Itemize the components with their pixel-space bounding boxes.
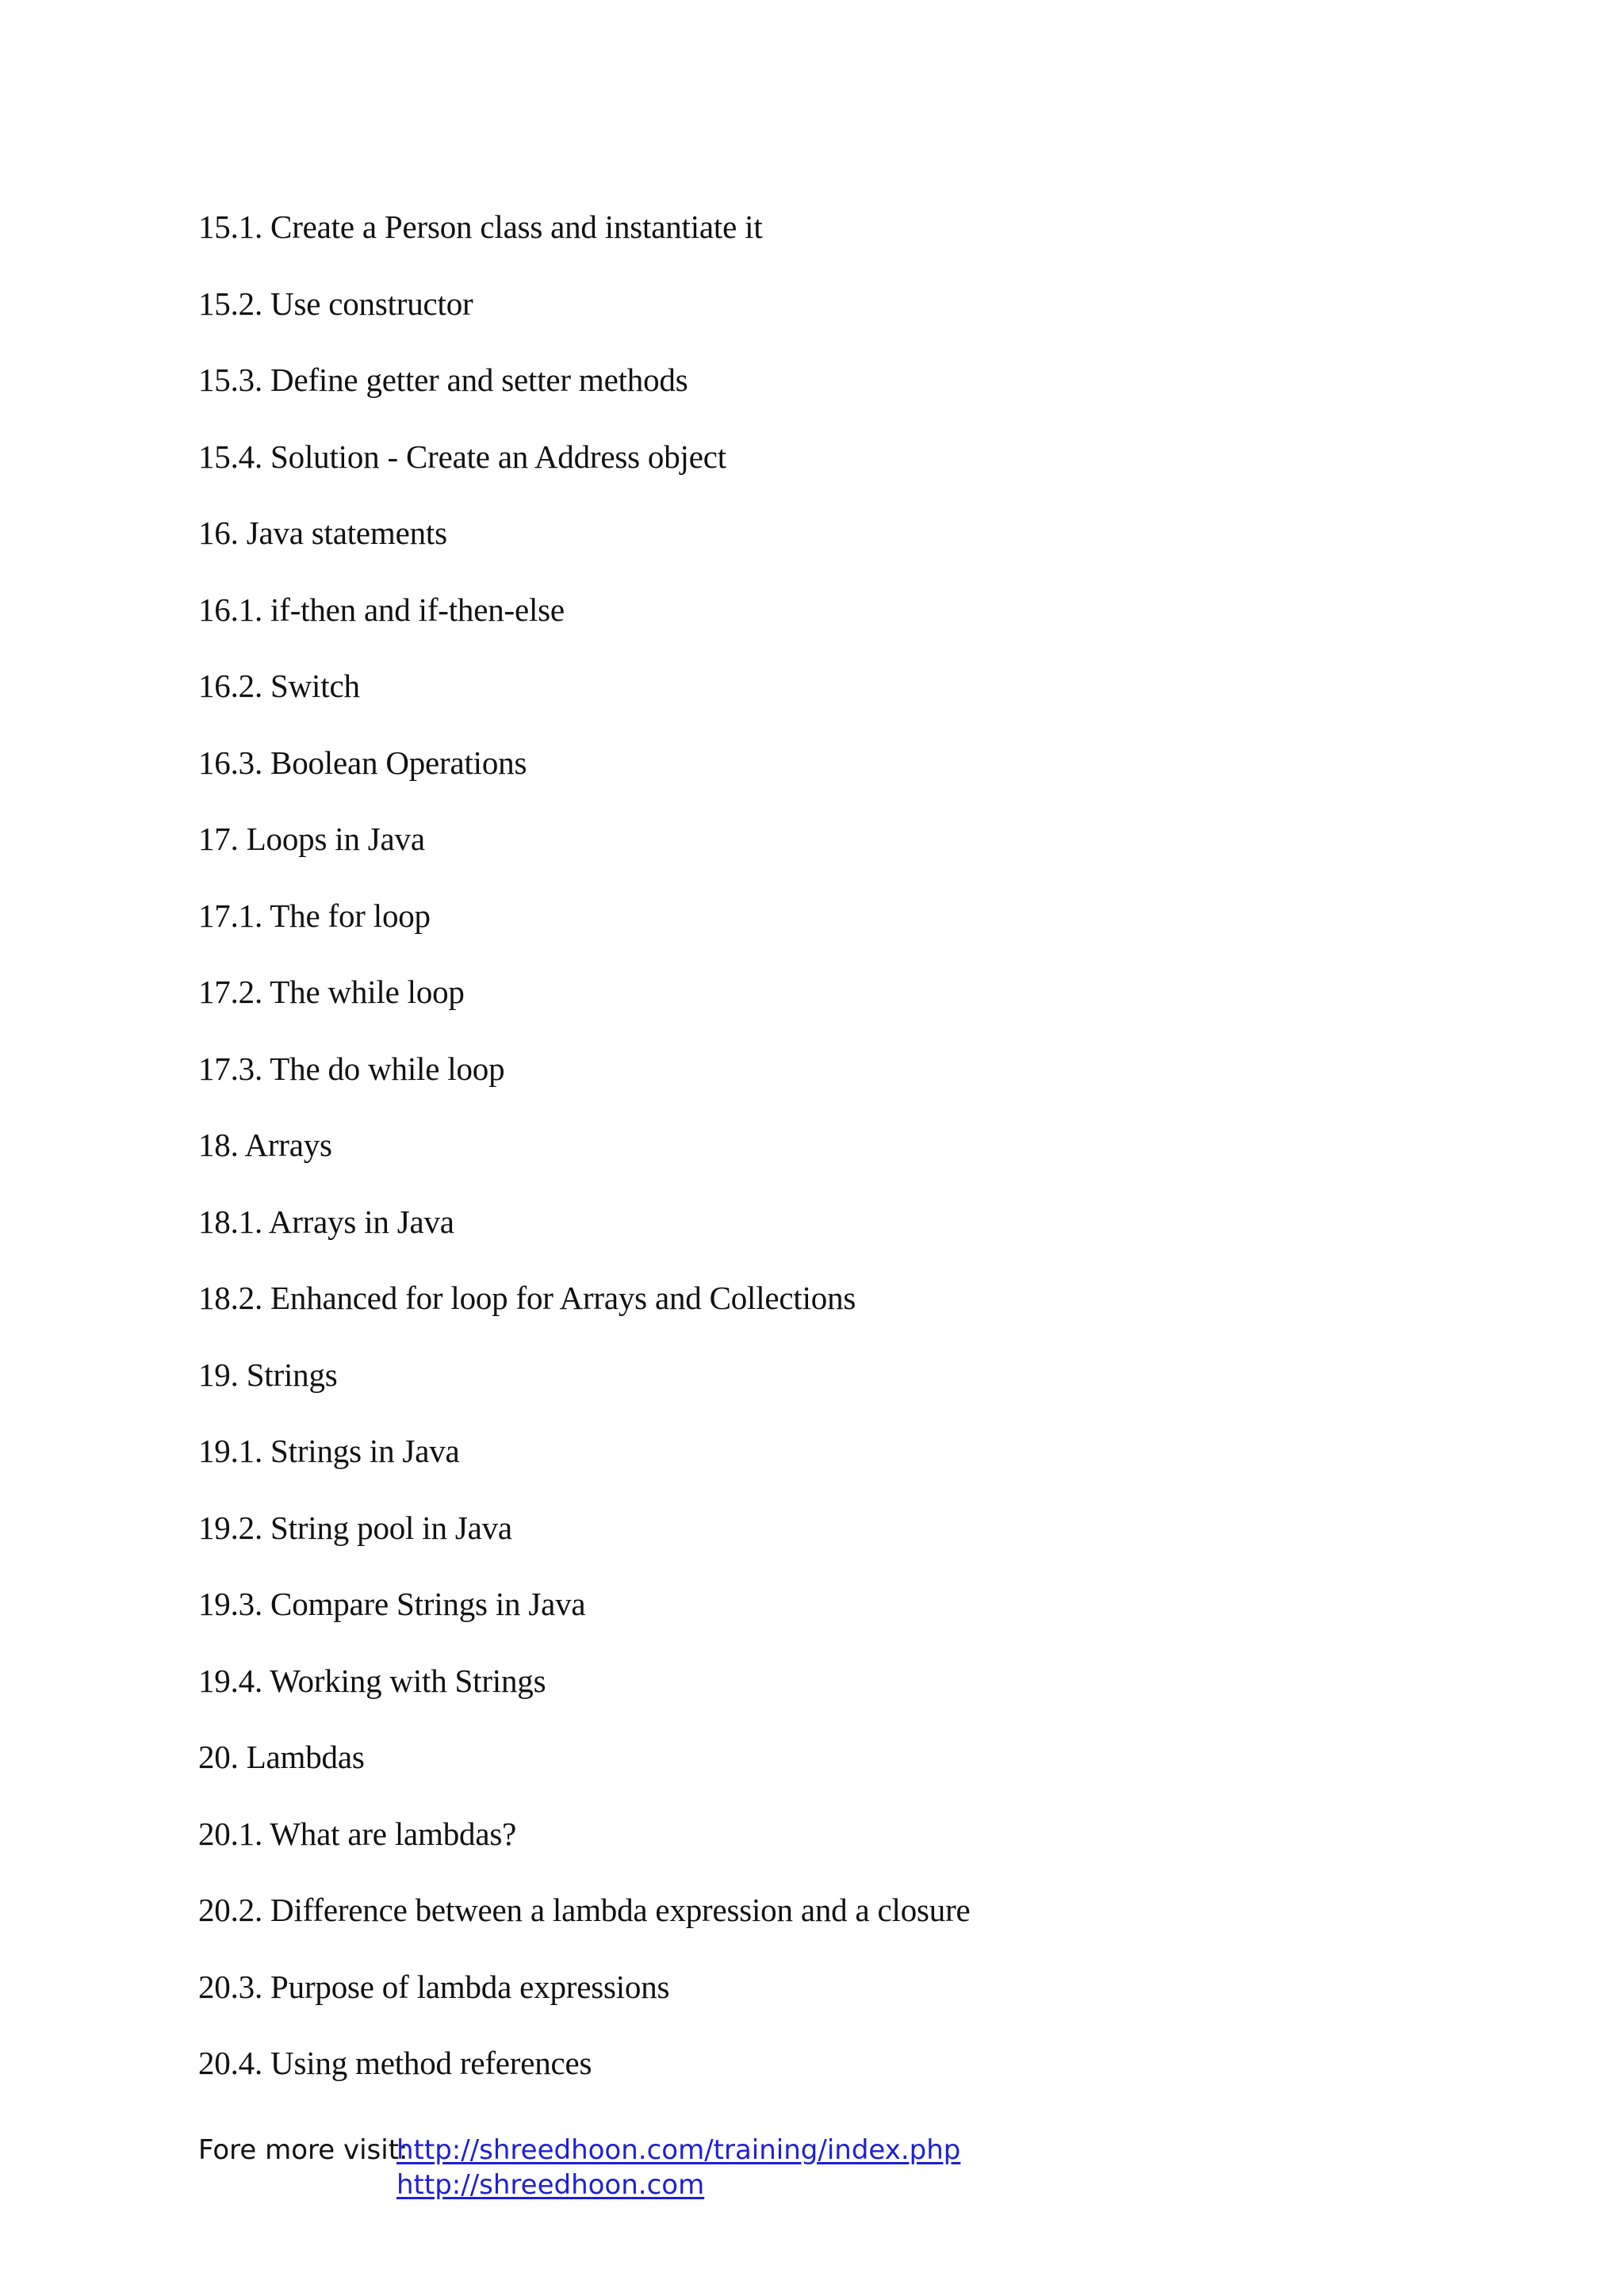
toc-item: 19.4. Working with Strings [198, 1662, 546, 1699]
toc-item: 17.3. The do while loop [198, 1050, 505, 1087]
toc-item: 17.1. The for loop [198, 897, 431, 934]
toc-item: 17.2. The while loop [198, 974, 465, 1010]
toc-item: 15.2. Use constructor [198, 285, 473, 322]
footer-spacer [198, 2168, 396, 2202]
toc-item: 16.1. if-then and if-then-else [198, 591, 565, 628]
toc-item: 20.2. Difference between a lambda expression and a closure [198, 1892, 971, 1928]
toc-item: 20.1. What are lambdas? [198, 1815, 517, 1852]
training-link[interactable]: http://shreedhoon.com/training/index.php [396, 2134, 961, 2166]
toc-item: 18.1. Arrays in Java [198, 1203, 454, 1240]
table-of-contents [198, 189, 971, 2102]
toc-item: 19. Strings [198, 1356, 338, 1393]
footer [198, 2133, 960, 2202]
toc-item: 19.2. String pool in Java [198, 1509, 512, 1546]
toc-item: 16. Java statements [198, 515, 447, 551]
footer-row-secondary [198, 2168, 960, 2202]
toc-item: 19.1. Strings in Java [198, 1433, 460, 1469]
toc-item: 18. Arrays [198, 1127, 332, 1163]
footer-label: Fore more visit: [198, 2134, 408, 2166]
toc-item: 18.2. Enhanced for loop for Arrays and Collections [198, 1280, 856, 1316]
toc-item: 15.1. Create a Person class and instantiate it [198, 209, 763, 245]
toc-item: 15.3. Define getter and setter methods [198, 362, 688, 398]
footer-row-primary [198, 2133, 960, 2168]
toc-item: 16.3. Boolean Operations [198, 744, 527, 781]
toc-item: 16.2. Switch [198, 668, 360, 704]
toc-item: 20. Lambdas [198, 1739, 365, 1775]
toc-item: 20.3. Purpose of lambda expressions [198, 1968, 670, 2005]
toc-item: 19.3. Compare Strings in Java [198, 1586, 586, 1622]
toc-item: 17. Loops in Java [198, 821, 425, 857]
homepage-link[interactable]: http://shreedhoon.com [396, 2169, 705, 2201]
toc-item: 20.4. Using method references [198, 2045, 592, 2081]
toc-item: 15.4. Solution - Create an Address object [198, 438, 726, 475]
